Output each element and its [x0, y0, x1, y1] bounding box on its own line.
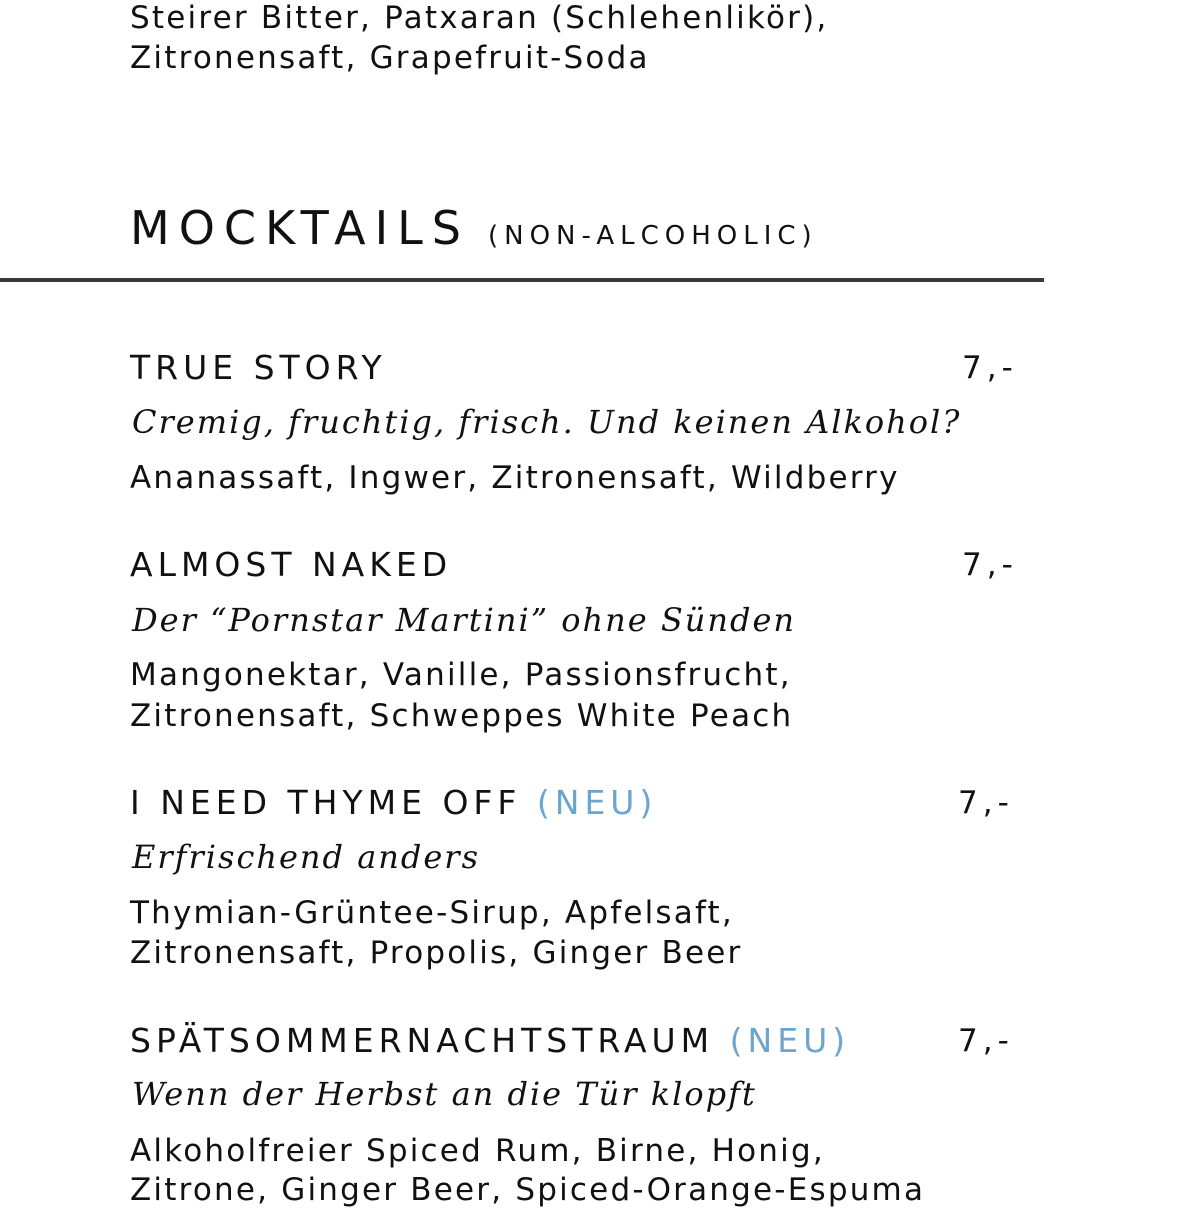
item-ingredients-line-1: Mangonektar, Vanille, Passionsfrucht,	[130, 657, 792, 693]
item-price: 7,-	[958, 785, 1014, 821]
item-ingredients-line-1: Alkoholfreier Spiced Rum, Birne, Honig,	[130, 1133, 825, 1169]
item-tagline: Wenn der Herbst an die Tür klopft	[132, 1075, 757, 1113]
item-ingredients-line-2: Zitronensaft, Schweppes White Peach	[130, 698, 794, 734]
item-name	[130, 348, 387, 388]
item-name	[130, 1021, 850, 1061]
item-tagline: Erfrischend anders	[132, 838, 481, 876]
item-name-text: ALMOST NAKED	[130, 545, 453, 584]
item-name-text: TRUE STORY	[130, 348, 387, 387]
item-name-text: I NEED THYME OFF	[130, 783, 522, 822]
section-divider	[0, 278, 1044, 282]
item-ingredients-line-1: Ananassaft, Ingwer, Zitronensaft, Wildberry	[130, 460, 900, 496]
item-tagline: Der “Pornstar Martini” ohne Sünden	[132, 601, 797, 639]
section-title-main: MOCKTAILS	[130, 201, 470, 255]
previous-item-ingredients-line-1: Steirer Bitter, Patxaran (Schlehenlikör),	[130, 0, 829, 36]
new-badge: (NEU)	[536, 783, 658, 822]
item-price: 7,-	[962, 547, 1018, 583]
item-ingredients-line-2: Zitronensaft, Propolis, Ginger Beer	[130, 935, 743, 971]
item-tagline: Cremig, fruchtig, frisch. Und keinen Alkohol?	[132, 403, 962, 441]
item-price: 7,-	[958, 1023, 1014, 1059]
section-title	[130, 198, 818, 258]
item-name	[130, 783, 657, 823]
item-price: 7,-	[962, 350, 1018, 386]
item-ingredients-line-1: Thymian-Grüntee-Sirup, Apfelsaft,	[130, 895, 734, 931]
item-name	[130, 545, 452, 585]
item-ingredients-line-2: Zitrone, Ginger Beer, Spiced-Orange-Espuma	[130, 1172, 926, 1208]
section-title-subtitle: (NON-ALCOHOLIC)	[488, 221, 818, 251]
previous-item-ingredients-line-2: Zitronensaft, Grapefruit-Soda	[130, 40, 650, 76]
new-badge: (NEU)	[729, 1021, 851, 1060]
item-name-text: SPÄTSOMMERNACHTSTRAUM	[130, 1021, 715, 1060]
